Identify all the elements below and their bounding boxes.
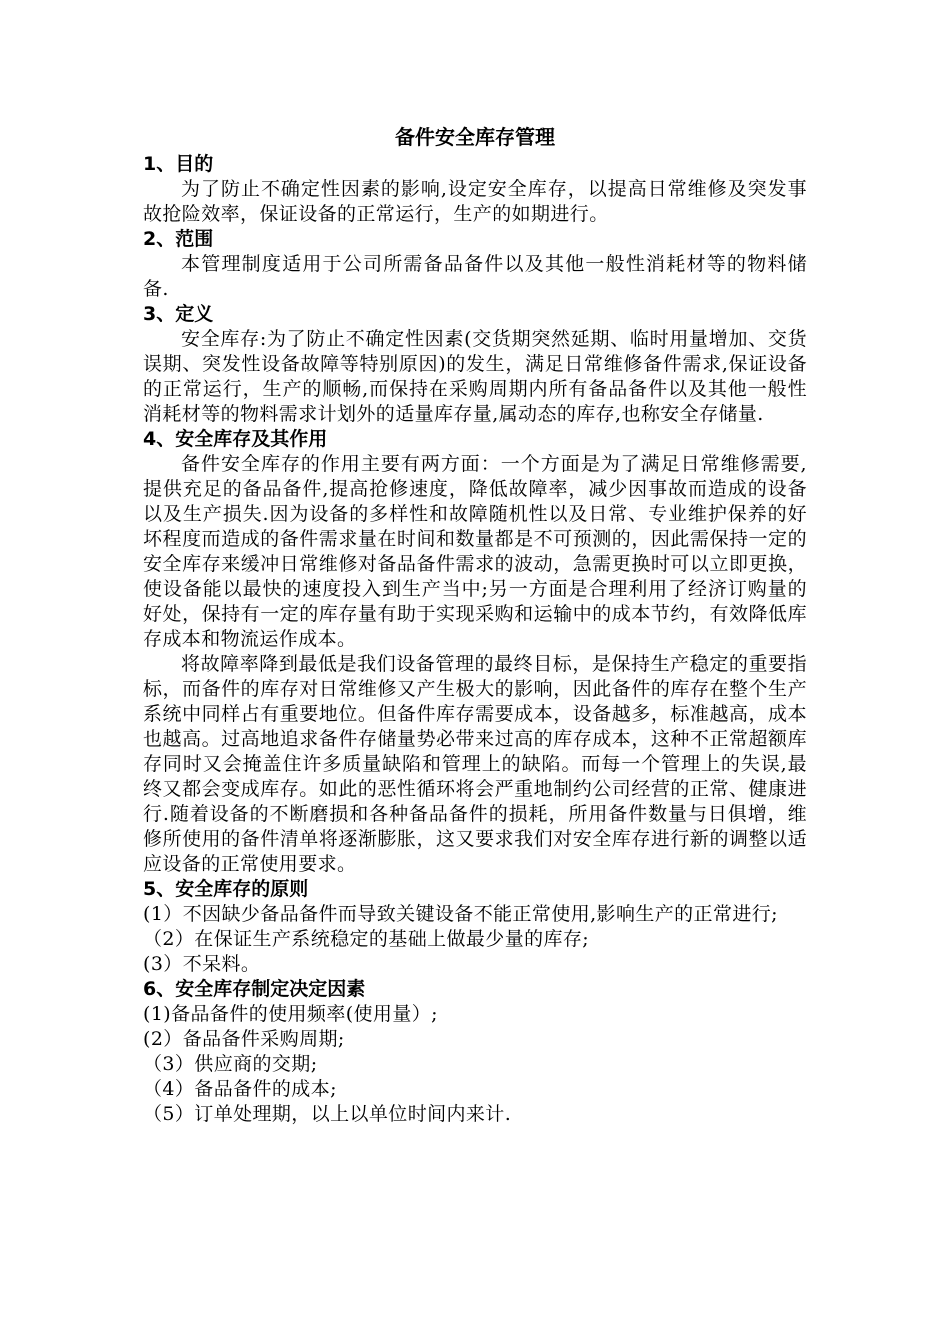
paragraph: 备件安全库存的作用主要有两方面：一个方面是为了满足日常维修需要,提供充足的备品备件,提高抢修速度，降低故障率，减少因事故而造成的设备以及生产损失.因为设备的多样性和故障随机性以及日常、专业维护保养的好坏程度而造成的备件需求量在时间和数量都是不可预测的，因此需保持一定的安全库存来缓冲日常维修对备品备件需求的波动，急需更换时可以立即更换，使设备能以最快的速度投入到生产当中;另一方面是合理利用了经济订购量的好处，保持有一定的库存量有助于实现采购和运输中的成本节约，有效降低库存成本和物流运作成本。: [143, 453, 807, 650]
list-item: (1)备品备件的使用频率(使用量）;: [143, 1003, 438, 1025]
section-heading-function: 4、安全库存及其作用: [143, 428, 328, 450]
list-item: (2）备品备件采购周期;: [143, 1028, 345, 1050]
section-heading-purpose: 1、目的: [143, 153, 214, 175]
section-heading-scope: 2、范围: [143, 228, 214, 250]
list-item: (3）不呆料。: [143, 953, 261, 975]
section-heading-factors: 6、安全库存制定决定因素: [143, 978, 366, 1000]
document-body: [143, 122, 807, 1127]
list-item: （3）供应商的交期;: [143, 1053, 318, 1075]
section-heading-principles: 5、安全库存的原则: [143, 878, 309, 900]
section-heading-definition: 3、定义: [143, 303, 214, 325]
paragraph: 为了防止不确定性因素的影响,设定安全库存，以提高日常维修及突发事故抢险效率，保证设备的正常运行，生产的如期进行。: [143, 178, 807, 225]
document-title: 备件安全库存管理: [395, 125, 555, 149]
paragraph: 本管理制度适用于公司所需备品备件以及其他一般性消耗材等的物料储备.: [143, 253, 807, 300]
list-item: （5）订单处理期，以上以单位时间内来计.: [143, 1103, 512, 1125]
list-item: （2）在保证生产系统稳定的基础上做最少量的库存;: [143, 928, 590, 950]
paragraph: 将故障率降到最低是我们设备管理的最终目标，是保持生产稳定的重要指标，而备件的库存对日常维修又产生极大的影响，因此备件的库存在整个生产系统中同样占有重要地位。但备件库存需要成本，设备越多，标准越高，成本也越高。过高地追求备件存储量势必带来过高的库存成本，这种不正常超额库存同时又会掩盖住许多质量缺陷和管理上的缺陷。而每一个管理上的失误,最终又都会变成库存。如此的恶性循环将会严重地制约公司经营的正常、健康进行.随着设备的不断磨损和各种备品备件的损耗，所用备件数量与日俱增，维修所使用的备件清单将逐渐膨胀，这又要求我们对安全库存进行新的调整以适应设备的正常使用要求。: [143, 653, 807, 875]
list-item: （4）备品备件的成本;: [143, 1078, 337, 1100]
paragraph: 安全库存:为了防止不确定性因素(交货期突然延期、临时用量增加、交货误期、突发性设备故障等特别原因)的发生，满足日常维修备件需求,保证设备的正常运行，生产的顺畅,而保持在采购周期内所有备品备件以及其他一般性消耗材等的物料需求计划外的适量库存量,属动态的库存,也称安全存储量.: [143, 328, 807, 425]
list-item: (1）不因缺少备品备件而导致关键设备不能正常使用,影响生产的正常进行;: [143, 903, 778, 925]
